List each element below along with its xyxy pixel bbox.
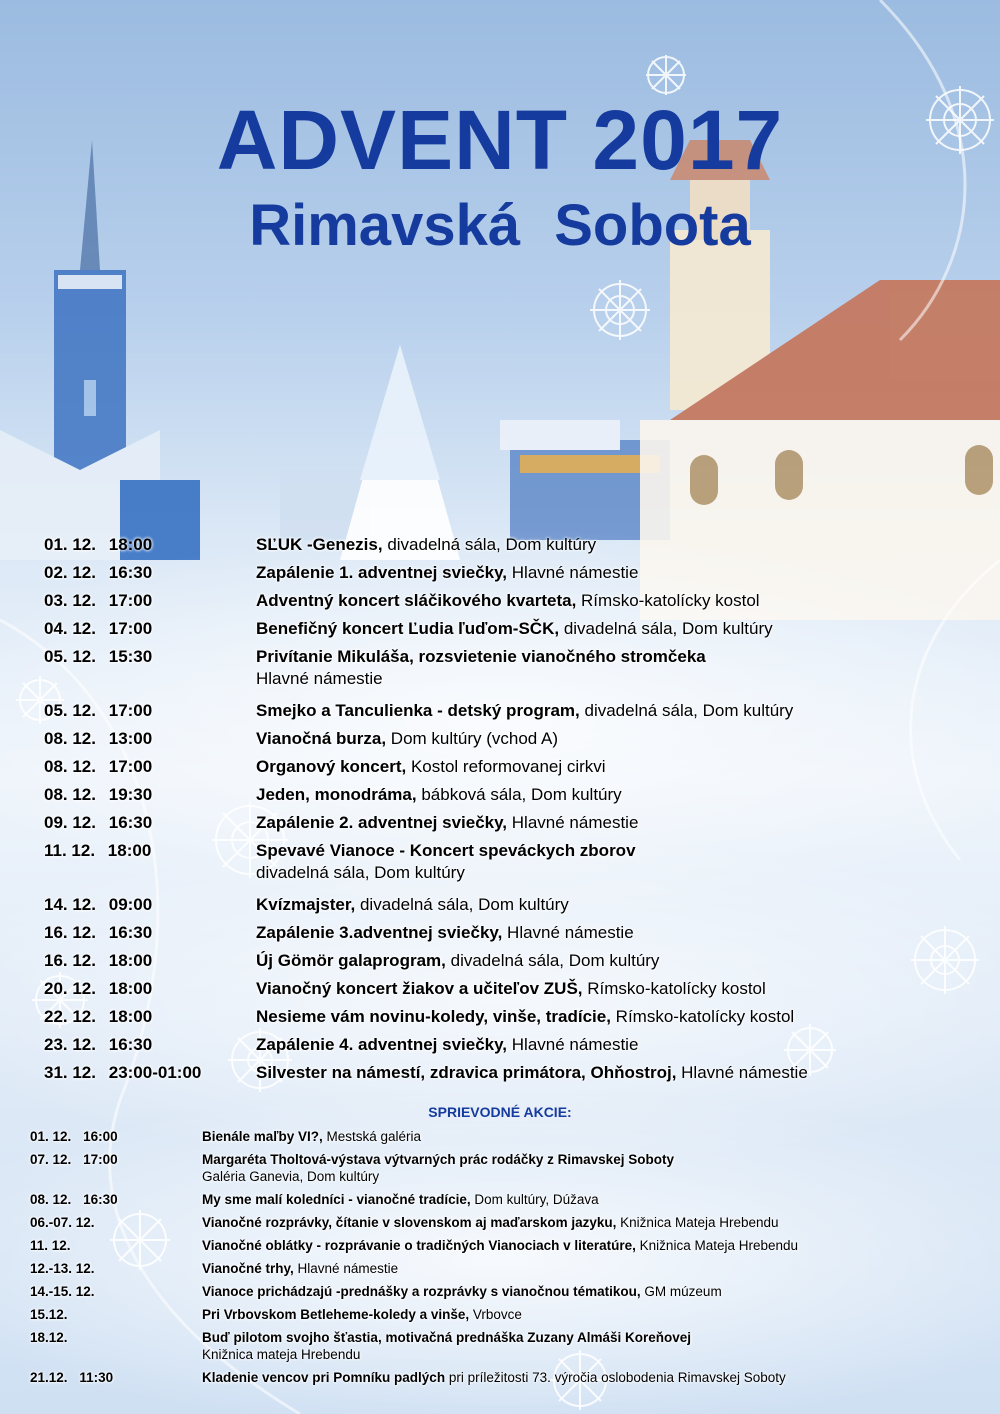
side-event-row <box>30 1151 990 1191</box>
event-date: 16. 12. <box>44 923 96 942</box>
main-event-row <box>44 590 984 618</box>
event-details <box>256 728 984 750</box>
event-datetime <box>30 1214 95 1231</box>
side-event-row <box>30 1260 990 1283</box>
event-datetime <box>44 728 152 750</box>
event-datetime <box>30 1237 71 1254</box>
event-place: divadelná sála, Dom kultúry <box>359 895 569 914</box>
event-name: Vianočná burza, <box>256 729 387 748</box>
event-datetime <box>44 840 151 862</box>
event-datetime <box>44 894 152 916</box>
event-name: Organový koncert, <box>256 757 407 776</box>
event-details <box>256 784 984 806</box>
event-details <box>256 1034 984 1056</box>
event-place: Knižnica Mateja Hrebendu <box>620 1215 779 1230</box>
event-date: 23. 12. <box>44 1035 96 1054</box>
main-event-row <box>44 728 984 756</box>
event-date: 22. 12. <box>44 1007 96 1026</box>
main-event-row <box>44 922 984 950</box>
event-details <box>256 894 984 916</box>
event-time: 17:00 <box>108 701 153 720</box>
event-name: Buď pilotom svojho šťastia, motivačná prednáška Zuzany Almáši Koreňovej <box>202 1330 692 1345</box>
event-place: Dom kultúry (vchod A) <box>390 729 559 748</box>
event-date: 08. 12. <box>44 785 96 804</box>
event-datetime <box>30 1260 95 1277</box>
event-place: Rímsko-katolícky kostol <box>587 979 766 998</box>
event-details <box>256 562 984 584</box>
event-details <box>202 1237 990 1254</box>
event-time: 17:00 <box>108 757 153 776</box>
event-datetime <box>30 1128 118 1145</box>
event-name: Spevavé Vianoce - Koncert speváckych zborov <box>256 841 636 860</box>
main-event-row <box>44 756 984 784</box>
side-event-row <box>30 1237 990 1260</box>
event-time: 13:00 <box>108 729 153 748</box>
event-details <box>256 700 984 722</box>
event-time: 16:30 <box>83 1192 118 1207</box>
event-place: Dom kultúry, Dúžava <box>474 1192 599 1207</box>
event-datetime <box>44 1006 152 1028</box>
event-name: Zapálenie 1. adventnej sviečky, <box>256 563 508 582</box>
main-event-row <box>44 534 984 562</box>
event-date: 31. 12. <box>44 1063 96 1082</box>
event-time: 09:00 <box>108 895 153 914</box>
event-details <box>256 618 984 640</box>
main-event-row <box>44 1034 984 1062</box>
event-place: bábková sála, Dom kultúry <box>421 785 622 804</box>
event-date: 01. 12. <box>44 535 96 554</box>
side-event-row <box>30 1128 990 1151</box>
event-place: Hlavné námestie <box>511 1035 639 1054</box>
event-date: 12.-13. 12. <box>30 1261 95 1276</box>
event-date: 03. 12. <box>44 591 96 610</box>
event-datetime <box>30 1283 95 1300</box>
event-time: 17:00 <box>108 619 153 638</box>
event-place: Hlavné námestie <box>256 669 383 688</box>
event-place: Vrbovce <box>472 1307 522 1322</box>
event-details <box>256 1006 984 1028</box>
poster-subtitle: Rimavská Sobota <box>249 193 751 258</box>
event-date: 04. 12. <box>44 619 96 638</box>
event-time: 18:00 <box>108 979 153 998</box>
event-time: 15:30 <box>108 647 153 666</box>
event-details <box>202 1151 990 1185</box>
event-details <box>202 1329 990 1363</box>
event-place: Kostol reformovanej cirkvi <box>410 757 606 776</box>
event-details <box>256 756 984 778</box>
event-details <box>202 1306 990 1323</box>
event-datetime <box>30 1191 118 1208</box>
event-name: Kvízmajster, <box>256 895 356 914</box>
event-name: Smejko a Tanculienka - detský program, <box>256 701 580 720</box>
event-place: divadelná sála, Dom kultúry <box>563 619 773 638</box>
event-name: Jeden, monodráma, <box>256 785 417 804</box>
event-time: 18:00 <box>108 535 153 554</box>
event-date: 14. 12. <box>44 895 96 914</box>
event-place: Knižnica mateja Hrebendu <box>202 1347 361 1362</box>
event-details <box>256 950 984 972</box>
side-event-row <box>30 1306 990 1329</box>
event-datetime <box>44 756 152 778</box>
event-details <box>256 1062 984 1084</box>
event-time: 11:30 <box>79 1370 114 1385</box>
event-name: Pri Vrbovskom Betleheme-koledy a vinše, <box>202 1307 470 1322</box>
main-event-row <box>44 784 984 812</box>
side-event-row <box>30 1369 990 1392</box>
snowy-tree <box>340 345 460 560</box>
event-name: Bienále maľby VI?, <box>202 1129 323 1144</box>
side-event-row <box>30 1191 990 1214</box>
event-time: 19:30 <box>108 785 153 804</box>
event-time: 17:00 <box>83 1152 118 1167</box>
event-place: GM múzeum <box>644 1284 722 1299</box>
event-name: Zapálenie 3.adventnej sviečky, <box>256 923 503 942</box>
event-time: 17:00 <box>108 591 153 610</box>
event-details <box>256 812 984 834</box>
event-time: 16:30 <box>108 1035 153 1054</box>
event-datetime <box>44 812 152 834</box>
event-place: divadelná sála, Dom kultúry <box>584 701 794 720</box>
event-datetime <box>44 562 152 584</box>
event-details <box>202 1260 990 1277</box>
event-date: 08. 12. <box>30 1192 72 1207</box>
event-name: Vianoce prichádzajú -prednášky a rozprávky s vianočnou tématikou, <box>202 1284 641 1299</box>
main-event-row <box>44 618 984 646</box>
event-datetime <box>44 700 152 722</box>
event-datetime <box>30 1329 68 1346</box>
event-datetime <box>44 784 152 806</box>
main-event-row <box>44 1006 984 1034</box>
event-details <box>202 1128 990 1145</box>
event-date: 05. 12. <box>44 647 96 666</box>
event-details <box>202 1191 990 1208</box>
main-event-row <box>44 646 984 700</box>
main-event-row <box>44 1062 984 1090</box>
main-event-row <box>44 562 984 590</box>
event-place: Mestská galéria <box>326 1129 422 1144</box>
event-name: Silvester na námestí, zdravica primátora, Ohňostroj, <box>256 1063 677 1082</box>
side-events-heading: SPRIEVODNÉ AKCIE: <box>428 1104 572 1120</box>
event-date: 15.12. <box>30 1307 68 1322</box>
event-place: divadelná sála, Dom kultúry <box>387 535 597 554</box>
event-datetime <box>44 646 152 668</box>
event-name: Zapálenie 2. adventnej sviečky, <box>256 813 508 832</box>
main-event-row <box>44 950 984 978</box>
main-event-row <box>44 894 984 922</box>
event-name: Vianočné trhy, <box>202 1261 294 1276</box>
event-date: 09. 12. <box>44 813 96 832</box>
event-time: 18:00 <box>107 841 152 860</box>
event-details <box>256 646 984 690</box>
event-details <box>256 978 984 1000</box>
event-details <box>256 922 984 944</box>
event-datetime <box>44 922 152 944</box>
main-event-row <box>44 812 984 840</box>
event-name: Adventný koncert sláčikového kvarteta, <box>256 591 577 610</box>
event-time: 23:00-01:00 <box>108 1063 202 1082</box>
event-time: 16:30 <box>108 923 153 942</box>
event-name: Vianočné rozprávky, čítanie v slovenskom aj maďarskom jazyku, <box>202 1215 617 1230</box>
event-place: Hlavné námestie <box>297 1261 399 1276</box>
event-details <box>202 1214 990 1231</box>
event-date: 06.-07. 12. <box>30 1215 95 1230</box>
event-date: 21.12. <box>30 1370 68 1385</box>
event-place: Hlavné námestie <box>681 1063 808 1082</box>
side-event-row <box>30 1329 990 1369</box>
event-date: 01. 12. <box>30 1129 72 1144</box>
event-date: 07. 12. <box>30 1152 72 1167</box>
event-time: 18:00 <box>108 951 153 970</box>
side-event-row <box>30 1283 990 1306</box>
side-event-row <box>30 1214 990 1237</box>
event-place: Hlavné námestie <box>507 923 634 942</box>
event-date: 16. 12. <box>44 951 96 970</box>
event-datetime <box>44 534 152 556</box>
event-date: 05. 12. <box>44 701 96 720</box>
event-datetime <box>30 1306 68 1323</box>
town-houses <box>280 420 670 540</box>
event-name: My sme malí koledníci - vianočné tradície, <box>202 1192 471 1207</box>
event-time: 16:30 <box>108 813 153 832</box>
event-details <box>202 1283 990 1300</box>
event-name: Privítanie Mikuláša, rozsvietenie vianočného stromčeka <box>256 647 706 666</box>
event-date: 11. 12. <box>44 841 96 860</box>
event-datetime <box>44 1034 152 1056</box>
event-time: 16:30 <box>108 563 153 582</box>
event-details <box>256 590 984 612</box>
event-place: Rímsko-katolícky kostol <box>581 591 760 610</box>
event-name: Nesieme vám novinu-koledy, vinše, tradície, <box>256 1007 611 1026</box>
side-events-list <box>30 1128 990 1392</box>
event-date: 08. 12. <box>44 729 96 748</box>
event-place: divadelná sála, Dom kultúry <box>256 863 465 882</box>
event-datetime <box>44 978 152 1000</box>
event-place: Hlavné námestie <box>511 813 639 832</box>
main-event-row <box>44 840 984 894</box>
event-name: Margaréta Tholtová-výstava výtvarných prác rodáčky z Rimavskej Soboty <box>202 1152 674 1167</box>
main-event-row <box>44 978 984 1006</box>
event-time: 18:00 <box>108 1007 153 1026</box>
event-datetime <box>44 950 152 972</box>
event-place: pri príležitosti 73. výročia oslobodenia Rimavskej Soboty <box>448 1370 786 1385</box>
event-date: 08. 12. <box>44 757 96 776</box>
event-datetime <box>44 618 152 640</box>
main-event-row <box>44 700 984 728</box>
event-datetime <box>44 590 152 612</box>
event-name: Zapálenie 4. adventnej sviečky, <box>256 1035 508 1054</box>
event-place: Hlavné námestie <box>511 563 639 582</box>
event-datetime <box>30 1151 118 1168</box>
event-datetime <box>44 1062 201 1084</box>
event-date: 20. 12. <box>44 979 96 998</box>
event-place: Rímsko-katolícky kostol <box>615 1007 795 1026</box>
event-datetime <box>30 1369 113 1386</box>
event-date: 02. 12. <box>44 563 96 582</box>
event-name: Új Gömör galaprogram, <box>256 951 446 970</box>
event-date: 11. 12. <box>30 1238 71 1253</box>
event-date: 18.12. <box>30 1330 68 1345</box>
event-date: 14.-15. 12. <box>30 1284 95 1299</box>
event-place: divadelná sála, Dom kultúry <box>450 951 660 970</box>
event-time: 16:00 <box>83 1129 118 1144</box>
event-details <box>256 840 984 884</box>
event-place: Knižnica Mateja Hrebendu <box>639 1238 799 1253</box>
event-place: Galéria Ganevia, Dom kultúry <box>202 1169 380 1184</box>
event-name: SĽUK -Genezis, <box>256 535 383 554</box>
main-events-list <box>44 534 984 1090</box>
event-name: Vianočný koncert žiakov a učiteľov ZUŠ, <box>256 979 583 998</box>
event-details <box>256 534 984 556</box>
poster-title: ADVENT 2017 <box>216 93 784 187</box>
event-details <box>202 1369 990 1386</box>
event-name: Vianočné oblátky - rozprávanie o tradičných Vianociach v literatúre, <box>202 1238 636 1253</box>
event-name: Benefičný koncert Ľudia ľuďom-SČK, <box>256 619 560 638</box>
event-name: Kladenie vencov pri Pomníku padlých <box>202 1370 446 1385</box>
